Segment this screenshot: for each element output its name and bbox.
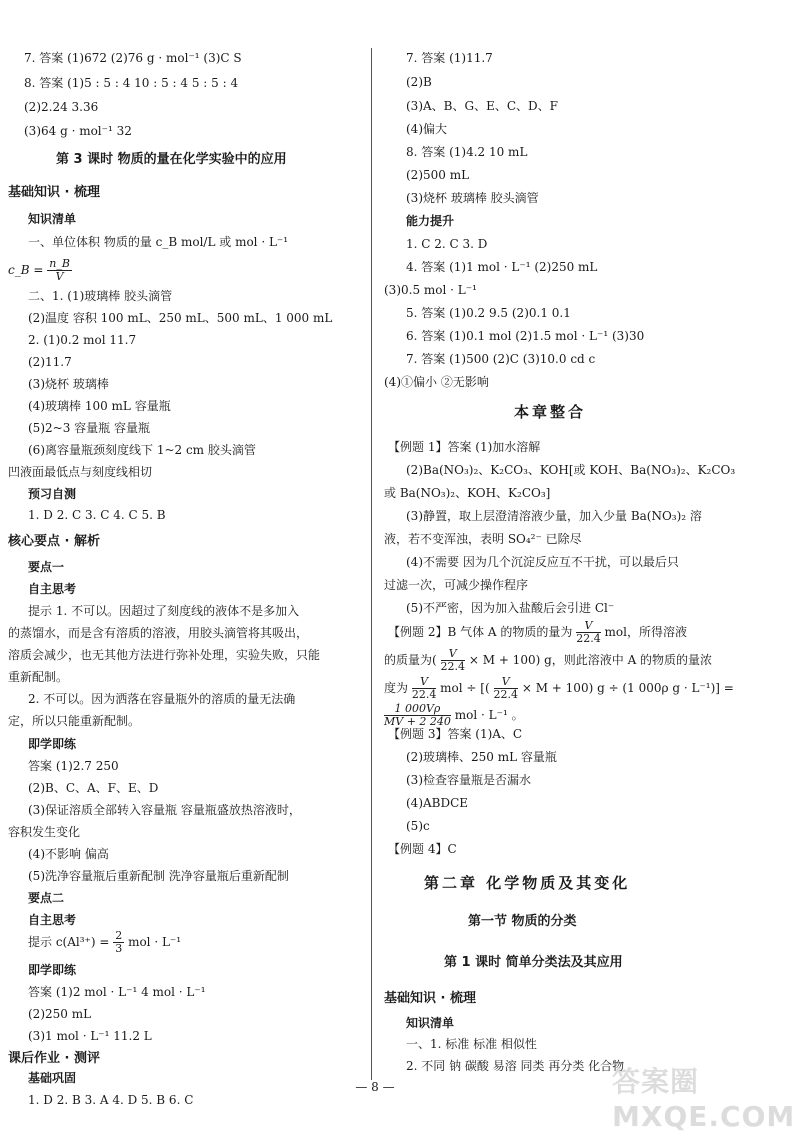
right-text-line: 6. 答案 (1)0.1 mol (2)1.5 mol · L⁻¹ (3)30 (406, 329, 645, 343)
ex2-l2-tail: × M + 100) g，则此溶液中 A 的物质的量浓 (468, 653, 713, 667)
ex2-line-2 (384, 648, 712, 673)
right-text-line: (2)500 mL (406, 168, 470, 182)
left-text-line: 答案 (1)2 mol · L⁻¹ 4 mol · L⁻¹ (28, 985, 206, 999)
left-text-line: 2. 不可以。因为洒落在容量瓶外的溶质的量无法确 (28, 692, 296, 706)
column-divider (371, 48, 372, 1080)
right-text-line: 或 Ba(NO₃)₂、KOH、K₂CO₃] (384, 486, 551, 500)
right-text-line: 一、1. 标准 标准 相似性 (406, 1037, 537, 1051)
left-text-line: 即学即练 (28, 737, 77, 751)
page-number: — 8 — (355, 1080, 395, 1094)
right-text-line: 第二章 化学物质及其变化 (424, 874, 631, 892)
left-text-line: 溶质会减少，也无其他方法进行弥补处理，实验失败，只能 (8, 648, 321, 662)
right-text-line: (4)ABDCE (406, 796, 469, 810)
left-text-line: 1. D 2. C 3. C 4. C 5. B (28, 508, 166, 522)
ex2-l2-lead: 的质量为( (384, 653, 437, 667)
ex2-l4-den: MV + 2 240 (384, 715, 451, 728)
left-text-line: 重新配制。 (8, 670, 69, 684)
left-text-line: 1. D 2. B 3. A 4. D 5. B 6. C (28, 1093, 194, 1107)
ex2-l3-den2: 22.4 (493, 688, 518, 701)
left-text-line: 第 3 课时 物质的量在化学实验中的应用 (56, 152, 287, 167)
ex2-l3-tail: × M + 100) g ÷ (1 000ρ g · L⁻¹)] = (521, 681, 734, 695)
right-text-line: (4)不需要 因为几个沉淀反应互不干扰，可以最后只 (406, 555, 679, 569)
right-text-line: 【例题 1】答案 (1)加水溶解 (388, 440, 541, 454)
left-text-line: 的蒸馏水，而是含有溶质的溶液，用胶头滴管将其吸出， (8, 626, 309, 640)
ex2-l3-num1: V (412, 676, 437, 689)
left-text-line: (5)2~3 容量瓶 容量瓶 (28, 421, 150, 435)
right-text-line: (3)0.5 mol · L⁻¹ (384, 283, 477, 297)
left-text-line: 2. (1)0.2 mol 11.7 (28, 333, 137, 347)
ex2-l1-tail: mol，所得溶液 (604, 625, 687, 639)
right-text-line: 第一节 物质的分类 (468, 914, 577, 929)
right-text-line: 能力提升 (406, 214, 455, 228)
hint-al-tail: mol · L⁻¹ (128, 935, 182, 949)
left-text-line: 核心要点 · 解析 (8, 534, 100, 549)
ex2-l2-fraction (441, 648, 466, 673)
ex2-l1-lead: 【例题 2】B 气体 A 的物质的量为 (388, 625, 573, 639)
right-text-line: 7. 答案 (1)500 (2)C (3)10.0 cd c (406, 352, 596, 366)
ex2-l4-num: 1 000Vρ (384, 703, 451, 716)
left-text-line: (3)64 g · mol⁻¹ 32 (24, 124, 132, 138)
right-text-line: 5. 答案 (1)0.2 9.5 (2)0.1 0.1 (406, 306, 571, 320)
right-text-line: (5)c (406, 819, 430, 833)
right-text-line: (3)检查容量瓶是否漏水 (406, 773, 531, 787)
hint-al-fraction (113, 930, 124, 955)
right-text-line: 本章整合 (514, 403, 587, 421)
left-text-line: 二、1. (1)玻璃棒 胶头滴管 (28, 289, 173, 303)
right-text-line: 液，若不变浑浊，表明 SO₄²⁻ 已除尽 (384, 532, 582, 546)
hint-al-lead: 提示 c(Al³⁺) = (28, 935, 110, 949)
left-text-line: 答案 (1)2.7 250 (28, 759, 119, 773)
left-text-line: (2)250 mL (28, 1007, 92, 1021)
ex2-l3-fraction-1 (412, 676, 437, 701)
right-text-line: (2)Ba(NO₃)₂、K₂CO₃、KOH[或 KOH、Ba(NO₃)₂、K₂CO₃ (406, 463, 736, 477)
hint-al-formula (28, 930, 181, 955)
left-text-line: 要点一 (28, 560, 65, 574)
ex2-l2-num: V (441, 648, 466, 661)
right-text-line: (3)A、B、G、E、C、D、F (406, 99, 558, 113)
right-text-line: (4)①偏小 ②无影响 (384, 375, 489, 389)
left-text-line: 定，所以只能重新配制。 (8, 714, 141, 728)
right-text-line: 8. 答案 (1)4.2 10 mL (406, 145, 528, 159)
right-text-line: 过滤一次，可减少操作程序 (384, 578, 529, 592)
right-text-line: (5)不严密，因为加入盐酸后会引进 Cl⁻ (406, 601, 615, 615)
cb-formula (8, 258, 72, 283)
left-text-line: (2)11.7 (28, 355, 72, 369)
hint-al-den: 3 (115, 942, 123, 955)
left-text-line: 自主思考 (28, 913, 77, 927)
right-text-line: (3)静置，取上层澄清溶液少量，加入少量 Ba(NO₃)₂ 溶 (406, 509, 702, 523)
left-text-line: 基础知识 · 梳理 (8, 185, 100, 200)
left-text-line: (6)离容量瓶颈刻度线下 1~2 cm 胶头滴管 (28, 443, 256, 457)
left-text-line: (4)玻璃棒 100 mL 容量瓶 (28, 399, 171, 413)
right-text-line: 4. 答案 (1)1 mol · L⁻¹ (2)250 mL (406, 260, 598, 274)
left-text-line: 8. 答案 (1)5 : 5 : 4 10 : 5 : 4 5 : 5 : 4 (24, 76, 239, 90)
left-text-line: 凹液面最低点与刻度线相切 (8, 465, 153, 479)
right-text-line: 第 1 课时 简单分类法及其应用 (444, 955, 623, 970)
cb-formula-lhs: c_B = (8, 263, 44, 277)
left-text-line: (2)温度 容积 100 mL、250 mL、500 mL、1 000 mL (28, 311, 333, 325)
left-text-line: 容积发生变化 (8, 825, 81, 839)
ex2-l1-num: V (576, 620, 601, 633)
cb-fraction-den: V (55, 270, 64, 283)
right-text-line: 7. 答案 (1)11.7 (406, 51, 493, 65)
left-text-line: (2)2.24 3.36 (24, 100, 99, 114)
left-text-line: 课后作业 · 测评 (8, 1051, 100, 1066)
left-text-line: (5)洗净容量瓶后重新配制 洗净容量瓶后重新配制 (28, 869, 289, 883)
ex2-l3-mid: mol ÷ [( (440, 681, 490, 695)
ex2-line-3 (384, 676, 734, 701)
left-text-line: 提示 1. 不可以。因超过了刻度线的液体不是多加入 (28, 604, 300, 618)
right-text-line: 【例题 3】答案 (1)A、C (388, 727, 523, 741)
left-text-line: 即学即练 (28, 963, 77, 977)
ex2-l1-den: 22.4 (576, 632, 601, 645)
ex2-l1-fraction (576, 620, 601, 645)
left-text-line: 7. 答案 (1)672 (2)76 g · mol⁻¹ (3)C S (24, 51, 242, 65)
left-text-line: (3)保证溶质全部转入容量瓶 容量瓶盛放热溶液时， (28, 803, 301, 817)
ex2-line-4 (384, 703, 524, 728)
ex2-l3-fraction-2 (494, 676, 519, 701)
ex2-line-1 (388, 620, 687, 645)
left-text-line: (4)不影响 偏高 (28, 847, 109, 861)
right-text-line: 1. C 2. C 3. D (406, 237, 488, 251)
left-text-line: 知识清单 (28, 212, 77, 226)
left-text-line: (3)烧杯 玻璃棒 (28, 377, 109, 391)
right-text-line: (4)偏大 (406, 122, 447, 136)
right-text-line: 知识清单 (406, 1016, 455, 1030)
left-text-line: (2)B、C、A、F、E、D (28, 781, 159, 795)
left-text-line: 要点二 (28, 891, 65, 905)
right-text-line: 2. 不同 钠 碳酸 易溶 同类 再分类 化合物 (406, 1059, 625, 1073)
left-text-line: 预习自测 (28, 487, 77, 501)
left-text-line: 基础巩固 (28, 1071, 77, 1085)
right-text-line: (3)烧杯 玻璃棒 胶头滴管 (406, 191, 539, 205)
ex2-l3-den1: 22.4 (411, 688, 437, 701)
watermark-logo: 答案圈 MXQE.COM (612, 1065, 795, 1133)
right-text-line: 基础知识 · 梳理 (384, 991, 476, 1006)
left-text-line: 一、单位体积 物质的量 c_B mol/L 或 mol · L⁻¹ (28, 235, 289, 249)
right-text-line: (2)B (406, 75, 432, 89)
hint-al-num: 2 (115, 929, 123, 942)
right-text-line: 【例题 4】C (388, 842, 457, 856)
left-text-line: 自主思考 (28, 582, 77, 596)
ex2-l3-lead: 度为 (384, 681, 409, 695)
ex2-l2-den: 22.4 (440, 660, 466, 673)
cb-fraction (47, 258, 72, 283)
ex2-l4-tail: mol · L⁻¹ 。 (454, 708, 524, 722)
ex2-l4-fraction (384, 703, 451, 728)
ex2-l3-num2: V (494, 676, 519, 689)
right-text-line: (2)玻璃棒、250 mL 容量瓶 (406, 750, 557, 764)
left-text-line: (3)1 mol · L⁻¹ 11.2 L (28, 1029, 152, 1043)
cb-fraction-num: n_B (49, 257, 70, 270)
